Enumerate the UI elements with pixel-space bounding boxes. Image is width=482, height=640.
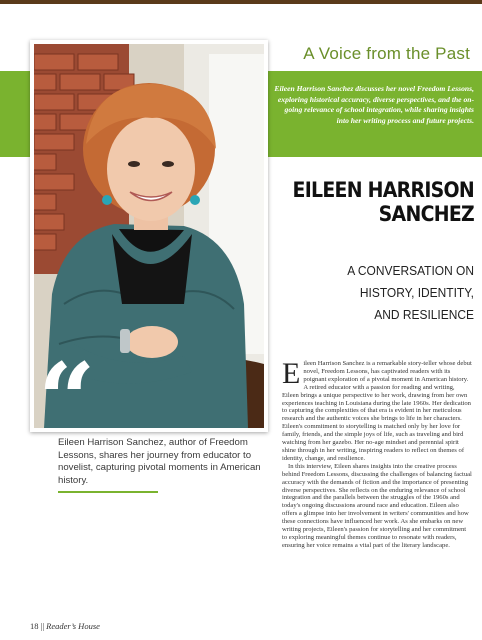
article-subheading [286, 260, 474, 326]
section-title: A Voice from the Past [303, 44, 470, 63]
magazine-name: Reader’s House [46, 621, 100, 631]
top-bar [0, 0, 482, 4]
caption-divider [58, 491, 158, 493]
article-body [282, 357, 472, 550]
page-number: 18 [30, 621, 39, 631]
page-footer [30, 621, 100, 631]
quote-mark: “ [38, 341, 96, 459]
intro-text: Eileen Harrison Sanchez discusses her novel Freedom Lessons, exploring historical accuracy, diverse perspectives, and the on-going relevance of school integration, while sharing insights into her writing process and future projects. [274, 84, 474, 125]
subheading-line-1: A CONVERSATION ON [347, 263, 474, 278]
drop-cap: E [282, 357, 301, 390]
heading-name-line-2: SANCHEZ [378, 202, 474, 226]
subheading-line-2: HISTORY, IDENTITY, [359, 285, 474, 300]
article-heading [290, 178, 474, 226]
heading-name-line-1: EILEEN HARRISON [292, 178, 474, 202]
body-paragraph-1 [282, 357, 472, 463]
footer-separator: || [40, 621, 45, 631]
photo-caption: Eileen Harrison Sanchez, author of Freedom Lessons, shares her journey from educator to novelist, capturing pivotal moments in American history. [58, 437, 261, 486]
body-paragraph-2: In this interview, Eileen shares insights into the creative process behind Freedom Lessons, discussing the challenges of balancing factual accuracy with the demands of fiction and the importance of presenting diverse perspectives. She reflects on the enduring relevance of school integration and the parallels between the struggles of the 1960s and today's ongoing discussions around race and education. Eileen also offers a glimpse into her involvement in writers' communities and how these connections have influenced her work. As she embarks on new writing projects, Eileen's passion for storytelling and her commitment to exploring meaningful themes continue to resonate with readers, ensuring her voice remains a vital part of the literary landscape. [282, 462, 472, 549]
subheading-line-3: AND RESILIENCE [374, 307, 474, 322]
body-paragraph-1-text: ileen Harrison Sanchez is a remarkable story-teller whose debut novel, Freedom Lessons, has captivated readers with its poignant exploration of a pivotal moment in American history. A retired educator with a passion for reading and writing, Eileen brings a unique perspective to her work, drawing from her own experiences teaching in Louisiana during the late 1960s. Her dedication to capturing the complexities of that era is evident in her meticulous research and the authentic voices she brings to life in her characters. Eileen's commitment to storytelling is matched only by her love for family, friends, and the simple joys of life, such as traveling and bird watching from her gazebo. Her no-age mindset and perennial spirit shine through in her writing, inspiring readers to reflect on themes of identity, change, and resilience. [282, 360, 472, 462]
